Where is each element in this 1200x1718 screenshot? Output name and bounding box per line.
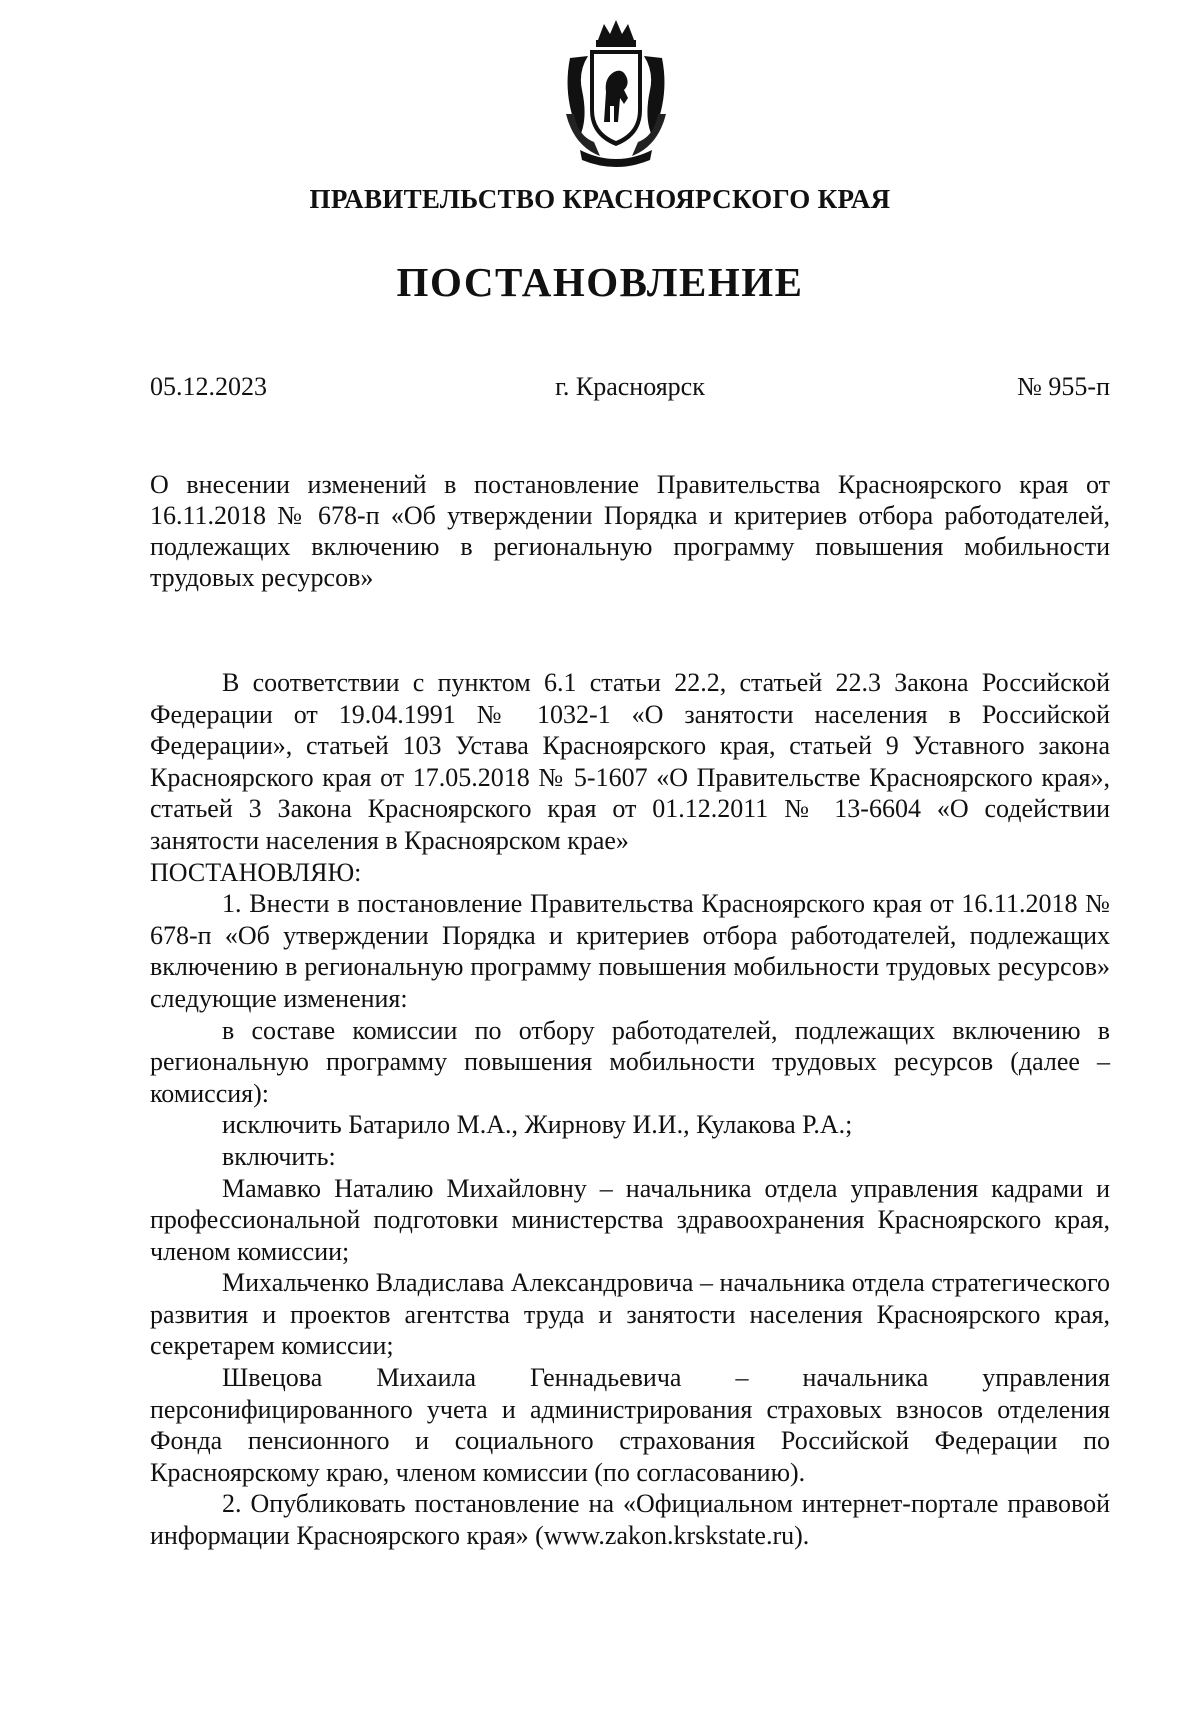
exclude-paragraph: исключить Батарило М.А., Жирнову И.И., Кулакова Р.А.;: [222, 1110, 853, 1140]
preamble-paragraph: В соответствии с пунктом 6.1 статьи 22.2, статьей 22.3 Закона Российской Федерации от 19.04.1991 № 1032-1 «О занятости населения в Российской Федерации», статьей 103 Устава Красноярского края, статьей 9 Уставного закона Красноярского края от 17.05.2018 № 5-1607 «О Правительстве Красноярского края», статьей 3 Закона Красноярского края от 01.12.2011 № 13-6604 «О содействии занятости населения в Красноярском крае»: [150, 668, 1110, 855]
member-1-paragraph: Мамавко Наталию Михайловну – начальника отдела управления кадрами и профессиональной подготовки министерства здравоохранения Красноярского края, членом комиссии;: [150, 1173, 1110, 1266]
document-city: г. Красноярск: [555, 372, 705, 401]
document-date: 05.12.2023: [150, 372, 267, 401]
commission-paragraph: в составе комиссии по отбору работодателей, подлежащих включению в региональную программу повышения мобильности трудовых ресурсов (далее – комиссия):: [150, 1015, 1110, 1108]
item-2-paragraph: 2. Опубликовать постановление на «Официальном интернет-портале правовой информации Красноярского края» (www.zakon.krskstate.ru).: [150, 1489, 1110, 1551]
resolve-line: ПОСТАНОВЛЯЮ:: [150, 857, 362, 887]
member-2-paragraph: Михальченко Владислава Александровича – начальника отдела стратегического развития и проектов агентства труда и занятости населения Красноярского края, секретарем комиссии;: [150, 1268, 1110, 1361]
document-number: № 955-п: [1017, 372, 1110, 401]
government-title: ПРАВИТЕЛЬСТВО КРАСНОЯРСКОГО КРАЯ: [309, 184, 891, 214]
item-1-paragraph: 1. Внести в постановление Правительства Красноярского края от 16.11.2018 № 678-п «Об утверждении Порядка и критериев отбора работодателей, подлежащих включению в региональную программу повышения мобильности трудовых ресурсов» следующие изменения:: [150, 889, 1110, 1013]
krasnoyarsk-coat-of-arms-icon: [560, 18, 672, 168]
include-paragraph: включить:: [222, 1141, 336, 1171]
document-subject: О внесении изменений в постановление Правительства Красноярского края от 16.11.2018 № 678-п «Об утверждении Порядка и критериев отбора работодателей, подлежащих включению в региональную программу повышения мобильности трудовых ресурсов»: [150, 470, 1110, 592]
document-meta: [150, 372, 1110, 406]
document-type: ПОСТАНОВЛЕНИЕ: [396, 259, 804, 305]
document-body: [150, 667, 1110, 1552]
member-3-paragraph: Швецова Михаила Геннадьевича – начальника управления персонифицированного учета и администрирования страховых взносов отделения Фонда пенсионного и социального страхования Российской Федерации по Красноярскому краю, членом комиссии (по согласованию).: [150, 1363, 1110, 1487]
